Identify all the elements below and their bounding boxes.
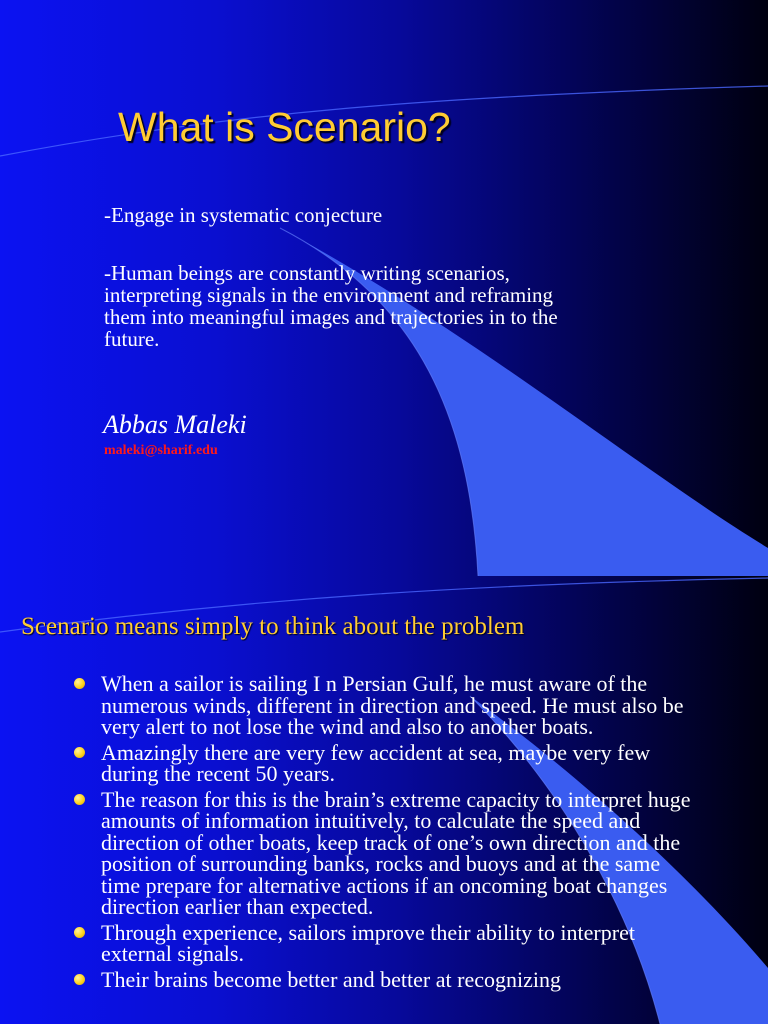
bullet-item [101,919,701,966]
paragraph-conjecture: -Engage in systematic conjecture [104,203,383,227]
bullet-text: The reason for this is the brain’s extreme capacity to interpret huge amounts of information intuitively, to calculate the speed and direction of other boats, keep track of one’s own direction and the position of surrounding banks, rocks and buoys and at the same time prepare for alternative actions if an oncoming boat changes direction earlier than expected. [101,786,691,919]
bullet-text: Through experience, sailors improve their ability to interpret external signals. [101,919,635,966]
bullet-dot-icon [74,678,85,689]
bullet-dot-icon [74,747,85,758]
bullet-text: Their brains become better and better at recognizing [101,966,561,992]
bullet-dot-icon [74,794,85,805]
slide-title: What is Scenario? [118,104,451,150]
bullet-item [101,786,701,919]
slide-heading: Scenario means simply to think about the problem [21,613,525,640]
bullet-text: Amazingly there are very few accident at sea, maybe very few during the recent 50 years. [101,739,651,786]
paragraph-human-beings: -Human beings are constantly writing scenarios, interpreting signals in the environment and reframing them into meaningful images and trajectories in to the future. [104,261,558,351]
bullet-item [101,966,701,992]
bullet-item [101,739,701,786]
author-email: maleki@sharif.edu [104,443,218,458]
bullet-dot-icon [74,927,85,938]
author-name: Abbas Maleki [103,410,247,439]
bullet-list [101,673,701,994]
slide-scenario-means [0,576,768,1024]
bullet-item [101,673,701,738]
bullet-dot-icon [74,974,85,985]
bullet-text: When a sailor is sailing I n Persian Gulf, he must aware of the numerous winds, different in direction and speed. He must also be very alert to not lose the wind and also to another boats. [101,671,684,739]
